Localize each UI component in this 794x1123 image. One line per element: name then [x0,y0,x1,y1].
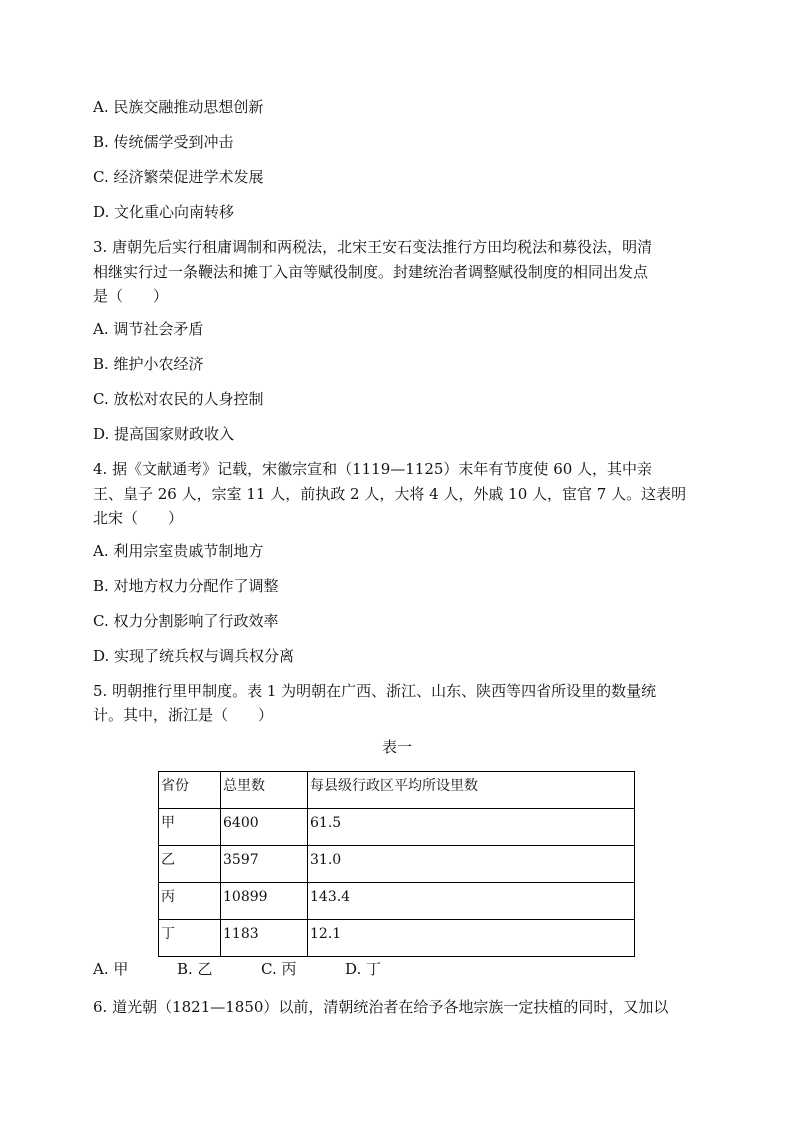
q3-option-c: C. 放松对农民的人身控制 [93,390,264,408]
q4-stem-line-1: 4. 据《文献通考》记载，宋徽宗宣和（1119—1125）末年有节度使 60 人，其中亲 [93,460,653,478]
table-caption: 表一 [381,738,412,756]
q2-option-d: D. 文化重心向南转移 [93,203,235,221]
q2-option-c: C. 经济繁荣促进学术发展 [93,168,264,186]
table-row [159,809,635,846]
q4-option-c: C. 权力分割影响了行政效率 [93,612,279,630]
q5-stem-line-2: 计。其中，浙江是（ ） [93,706,274,724]
table-cell: 丙 [159,883,221,920]
q4-stem-line-3: 北宋（ ） [93,509,184,527]
table-cell: 丁 [159,920,221,957]
q5-option-a: A. 甲 [93,960,129,978]
q3-stem-line-3: 是（ ） [93,287,169,305]
table-header-row [159,772,635,809]
table-cell: 3597 [221,846,308,883]
q3-option-a: A. 调节社会矛盾 [93,320,204,338]
table-row [159,846,635,883]
q5-stem-line-1: 5. 明朝推行里甲制度。表 1 为明朝在广西、浙江、山东、陕西等四省所设里的数量统 [93,682,657,700]
q4-option-a: A. 利用宗室贵戚节制地方 [93,542,264,560]
table-cell: 6400 [221,809,308,846]
q2-option-a: A. 民族交融推动思想创新 [93,98,264,116]
table-cell: 乙 [159,846,221,883]
table-cell: 1183 [221,920,308,957]
table-header-cell: 每县级行政区平均所设里数 [308,772,635,809]
data-table [158,771,635,957]
q6-stem-line-1: 6. 道光朝（1821—1850）以前，清朝统治者在给予各地宗族一定扶植的同时，又加以 [93,998,669,1016]
q3-stem-line-2: 相继实行过一条鞭法和摊丁入亩等赋役制度。封建统治者调整赋役制度的相同出发点 [93,263,649,281]
q5-options [93,959,381,979]
table-cell: 61.5 [308,809,635,846]
q3-option-d: D. 提高国家财政收入 [93,425,235,443]
table-row [159,920,635,957]
q4-stem-line-2: 王、皇子 26 人，宗室 11 人，前执政 2 人，大将 4 人，外戚 10 人，宦官 7 人。这表明 [93,485,687,503]
q5-option-d: D. 丁 [345,960,382,978]
table-cell: 143.4 [308,883,635,920]
q4-option-b: B. 对地方权力分配作了调整 [93,577,279,595]
table-cell: 10899 [221,883,308,920]
table-cell: 31.0 [308,846,635,883]
table-cell: 甲 [159,809,221,846]
q3-stem-line-1: 3. 唐朝先后实行租庸调制和两税法，北宋王安石变法推行方田均税法和募役法，明清 [93,238,653,256]
table-row [159,883,635,920]
table-cell: 12.1 [308,920,635,957]
q3-option-b: B. 维护小农经济 [93,355,204,373]
q4-option-d: D. 实现了统兵权与调兵权分离 [93,647,295,665]
table-header-cell: 总里数 [221,772,308,809]
q2-option-b: B. 传统儒学受到冲击 [93,133,234,151]
table-header-cell: 省份 [159,772,221,809]
q5-option-b: B. 乙 [177,960,213,978]
q5-option-c: C. 丙 [261,960,297,978]
